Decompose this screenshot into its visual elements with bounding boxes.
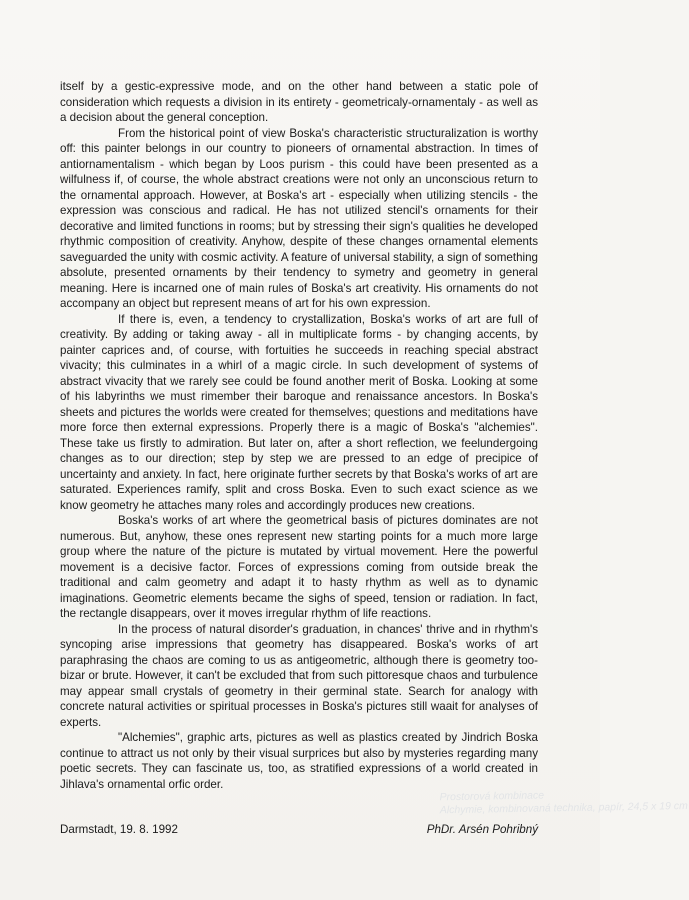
paragraph-3: If there is, even, a tendency to crystallization, Boska's works of art are full of creativity. By adding or taking away - all in multiplicate forms - by changing accents, by painter caprices and, of course, with fortuities he succeeds in reaching special abstract vivacity; this culminates in a whirl of a magic circle. In such development of systems of abstract vivacity that we rarely see could be found another merit of Boska. Looking at some of his labyrinths we must rimember their baroque and renaissance ancestors. In Boska's sheets and pictures the worlds were created for themselves; questions and meditations have more force then external expressions. Properly there is a magic of Boska's "alchemies". These take us firstly to admiration. But later on, after a short reflection, we feelundergoing changes as to our direction; step by step we are pressed to an edge of precipice of uncertainty and anxiety. In fact, here originate further secrets by that Boska's works of art are saturated. Experiences ramify, split and cross Boska. Even to such exact science as we know geometry he attaches many roles and accordingly produces new creations. bbox=[60, 312, 538, 512]
paragraph-1: itself by a gestic-expressive mode, and on the other hand between a static pole of consideration which requests a division in its entirety - geometricaly-ornamentaly - as well as a decision about the general conception. bbox=[60, 80, 538, 124]
body-text bbox=[60, 79, 538, 792]
bleed-through-caption bbox=[439, 789, 688, 852]
paragraph-5: In the process of natural disorder's graduation, in chances' thrive and in rhythm's syncoping arise impressions that geometry has disappeared. Boska's works of art paraphrasing the chaos are coming to us as antigeometric, although there is geometry too- bizar or brute. However, it can't be excluded that from such pittoresque chaos and turbulence may appear small crystals of geometry in their germinal state. Search for analogy with concrete natural activities or spiritual processes in Boska's pictures still waait for analyses of experts. bbox=[60, 622, 538, 729]
paragraph-4: Boska's works of art where the geometrical basis of pictures dominates are not numerous. But, anyhow, these ones represent new starting points for a much more large group where the nature of the picture is mutated by virtual movement. Here the powerful movement is a decisive factor. Forces of expressions coming from outside break the traditional and calm geometry and adapt it to hasty rhythm as well as to dynamic imaginations. Geometric elements became the sighs of speed, tension or radiation. In fact, the rectangle disappears, over it moves irregular rhythm of life reactions. bbox=[60, 514, 538, 620]
bleed-through-line-2: Alchymie, kombinovaná technika, papír, 24,5 x 19 cm bbox=[439, 799, 688, 817]
place-and-date: Darmstadt, 19. 8. 1992 bbox=[60, 823, 178, 836]
paragraph-6: "Alchemies", graphic arts, pictures as well as plastics created by Jindrich Boska continue to attract us not only by their visual surprices but also by mysteries regarding many poetic secrets. They can fascinate us, too, as stratified expressions of a world created in Jihlava's ornamental orfic order. bbox=[60, 731, 538, 791]
bleed-through-line-1: Prostorová kombinace bbox=[439, 789, 545, 804]
author-name: PhDr. Arsén Pohribný bbox=[426, 823, 538, 836]
paragraph-2: From the historical point of view Boska's characteristic structuralization is worthy off: this painter belongs in our country to pioneers of ornamental abstraction. In times of antiornamentalism - which began by Loos purism - this could have been presented as a wilfulness if, of course, the whole abstract creations were not only an unconscious return to the ornamental approach. However, at Boska's art - especially when utilizing stencils - the expression was conscious and radical. He has not utilized stencil's ornaments for their decorative and limited functions in rooms; but by stressing their sign's qualities he developed rhythmic composition of creativity. Anyhow, despite of these changes ornamental elements saveguarded the unity with cosmic activity. A feature of universal stability, a sign of something absolute, presented ornaments by their tendency to symetry and geometry in general meaning. Here is incarned one of main rules of Boska's art creativity. His ornaments do not accompany an object but represent means of art for his own expression. bbox=[60, 126, 538, 310]
